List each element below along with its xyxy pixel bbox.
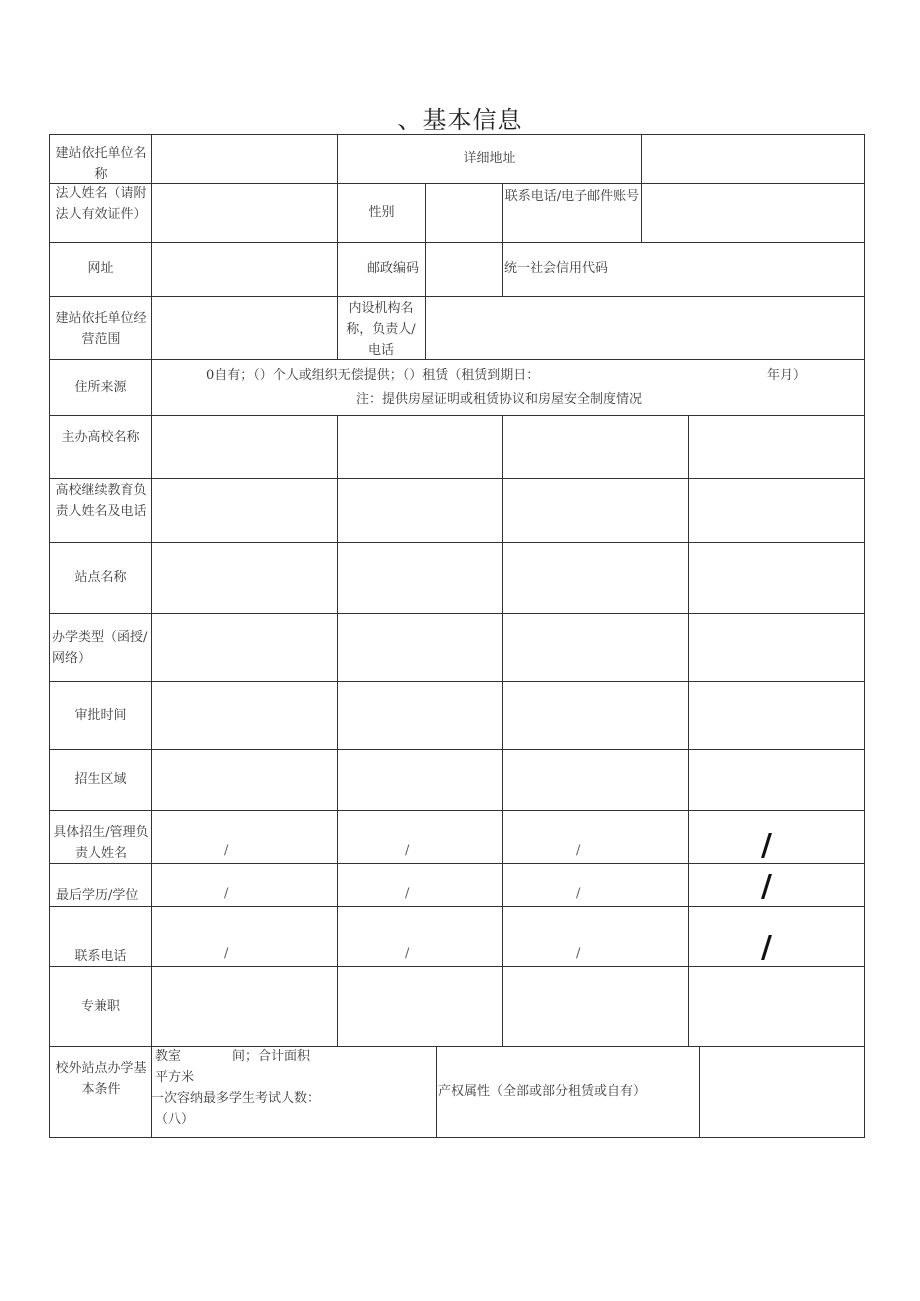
- label-site-name: 站点名称: [74, 570, 127, 585]
- grid-line: [425, 183, 426, 360]
- slash-mark: /: [405, 946, 410, 961]
- slash-mark: /: [224, 886, 229, 901]
- grid-line: [49, 863, 865, 864]
- premises-note: 注：提供房屋证明或租赁协议和房屋安全制度情况: [356, 392, 643, 407]
- label-manager-name: 具体招生/管理负责人姓名: [53, 825, 149, 861]
- label-credit-code: 统一社会信用代码: [504, 261, 609, 276]
- grid-line: [49, 966, 865, 967]
- label-gender: 性别: [368, 205, 395, 220]
- slash-mark: /: [576, 886, 581, 901]
- grid-line: [49, 359, 865, 360]
- grid-line: [49, 415, 865, 416]
- slash-mark: /: [405, 843, 410, 858]
- page-title: 、基本信息: [397, 106, 523, 134]
- basic-info-table: [49, 134, 865, 1138]
- slash-mark: /: [761, 930, 772, 965]
- label-website: 网址: [87, 261, 114, 276]
- grid-line: [49, 906, 865, 907]
- grid-line: [49, 183, 865, 184]
- label-legal-person: 法人姓名（请附法人有效证件）: [55, 186, 147, 222]
- premises-options: 0自有；（）个人或组织无偿提供；（）租赁（租赁到期日：: [206, 368, 540, 383]
- slash-mark: /: [405, 886, 410, 901]
- label-internal-org: 内设机构名称，负责人/电话: [346, 301, 416, 358]
- grid-line: [699, 1046, 700, 1138]
- conditions-room-total: 间；合计面积: [232, 1049, 311, 1064]
- label-postal-code: 邮政编码: [367, 261, 420, 276]
- label-education-degree: 最后学历/学位: [56, 888, 139, 903]
- premises-year-month: 年月）: [767, 368, 807, 383]
- label-detailed-address: 详细地址: [463, 151, 516, 166]
- grid-line: [688, 415, 689, 1047]
- grid-line: [49, 613, 865, 614]
- slash-mark: /: [576, 843, 581, 858]
- label-host-university: 主办高校名称: [61, 430, 140, 445]
- conditions-people: （八）: [155, 1112, 195, 1127]
- slash-mark: /: [761, 869, 772, 904]
- label-approval-time: 审批时间: [74, 708, 127, 723]
- grid-line: [436, 1046, 437, 1138]
- grid-line: [49, 810, 865, 811]
- label-enrollment-area: 招生区域: [74, 772, 127, 787]
- label-business-scope: 建站依托单位经营范围: [55, 311, 147, 347]
- label-phone-email: 联系电话/电子邮件账号: [504, 189, 640, 204]
- conditions-property-rights: 产权属性（全部或部分租赁或自有）: [438, 1084, 647, 1099]
- grid-line: [502, 415, 503, 1047]
- grid-line: [49, 478, 865, 479]
- label-school-type: 办学类型（函授/网络）: [52, 630, 148, 666]
- conditions-classroom: 教室: [155, 1049, 182, 1064]
- grid-line: [641, 134, 642, 243]
- grid-line: [49, 681, 865, 682]
- slash-mark: /: [576, 946, 581, 961]
- grid-line: [49, 242, 865, 243]
- conditions-sqm: 平方米: [155, 1070, 195, 1085]
- grid-line: [49, 296, 865, 297]
- label-fulltime-parttime: 专兼职: [80, 999, 120, 1014]
- label-unit-name: 建站依托单位名称: [55, 146, 147, 182]
- grid-line: [49, 749, 865, 750]
- label-basic-conditions: 校外站点办学基本条件: [55, 1061, 147, 1097]
- slash-mark: /: [761, 828, 772, 863]
- slash-mark: /: [224, 946, 229, 961]
- conditions-capacity: 一次容纳最多学生考试人数：: [151, 1091, 321, 1106]
- label-ce-head: 高校继续教育负责人姓名及电话: [55, 483, 147, 519]
- grid-line: [49, 542, 865, 543]
- grid-line: [337, 415, 338, 1047]
- label-phone: 联系电话: [74, 949, 127, 964]
- label-premises-source: 住所来源: [74, 380, 127, 395]
- slash-mark: /: [224, 843, 229, 858]
